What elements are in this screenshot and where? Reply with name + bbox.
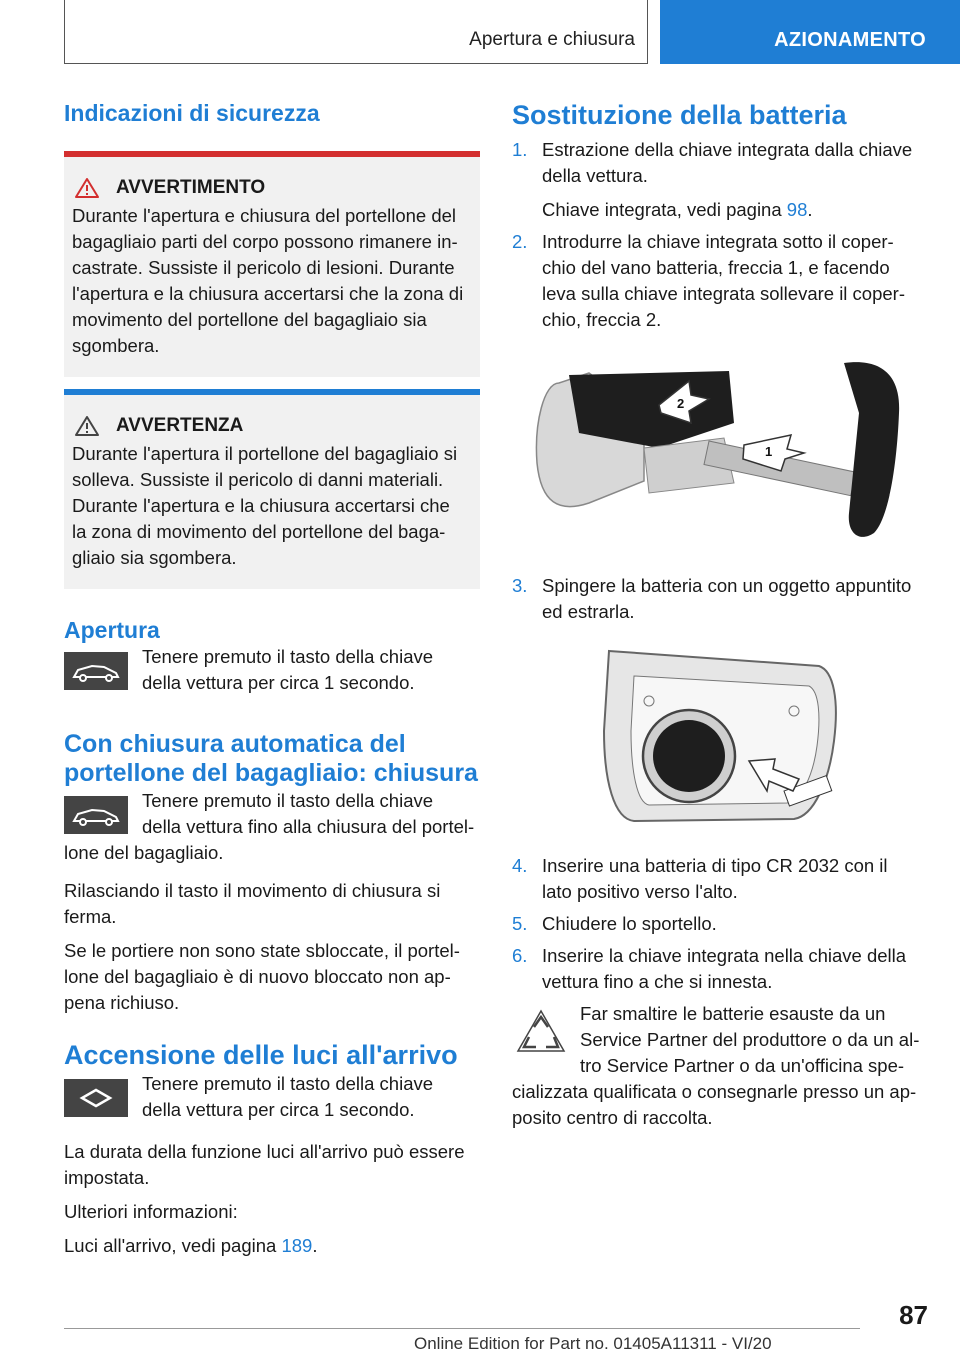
reference-prefix: Luci all'arrivo, vedi pagina [64, 1235, 282, 1256]
text-line: lone del bagagliaio. [64, 842, 224, 863]
warning-box-avvertimento [64, 151, 480, 377]
left-column [64, 100, 480, 1259]
heading-line: portellone del bagagliaio: chiusura [64, 759, 478, 787]
step-text [542, 137, 912, 223]
step-number: 2. [512, 231, 528, 252]
text-line: La durata della funzione luci all'arrivo può essere [64, 1141, 465, 1162]
opening-text [142, 644, 433, 696]
step-text [542, 853, 888, 905]
tailgate-button-icon [64, 796, 128, 834]
reference-prefix: Chiave integrata, vedi pagina [542, 199, 787, 220]
warning-line: l'apertura e la chiusura accertarsi che la zona di [72, 283, 464, 304]
text-line: della vettura. [542, 165, 648, 186]
opening-heading: Apertura [64, 617, 160, 643]
step-number: 6. [512, 945, 528, 966]
step-number: 3. [512, 575, 528, 596]
header-chapter-title: AZIONAMENTO [774, 29, 926, 51]
heading-line: Con chiusura automatica del [64, 730, 406, 758]
lights-text [142, 1071, 433, 1123]
warning-line: bagagliaio parti del corpo possono rimanere in- [72, 231, 458, 252]
recycle-row [512, 1001, 926, 1079]
text-line: della vettura fino alla chiusura del portel- [142, 816, 475, 837]
text-line: pena richiuso. [64, 992, 180, 1013]
warning-line: castrate. Sussiste il pericolo di lesioni. Durante [72, 257, 455, 278]
battery-heading: Sostituzione della batteria [512, 100, 847, 130]
step-item [512, 573, 926, 625]
header-section-title: Apertura e chiusura [469, 29, 635, 50]
arrow-label-2: 2 [677, 396, 685, 411]
text-line: posito centro di raccolta. [512, 1107, 713, 1128]
lights-row [64, 1071, 480, 1123]
text-line: Tenere premuto il tasto della chiave [142, 1073, 434, 1094]
arrow-label-1: 1 [765, 444, 773, 459]
warning-triangle-icon [74, 415, 100, 437]
warning-line: Durante l'apertura e la chiusura accertarsi che [72, 495, 450, 516]
text-line: Rilasciando il tasto il movimento di chiusura si [64, 880, 441, 901]
footer-edition: Online Edition for Part no. 01405A11311 - VI/20 [414, 1334, 772, 1353]
warning-line: sgombera. [72, 335, 160, 356]
warning-title-row [72, 177, 470, 199]
text-line: tro Service Partner o da un'officina spe- [580, 1055, 905, 1076]
recycle-text [580, 1001, 919, 1079]
page-link-189[interactable]: 189 [281, 1235, 313, 1256]
text-line: chio del vano batteria, freccia 1, e facendo [542, 257, 890, 278]
step-number: 4. [512, 855, 528, 876]
text-line: impostata. [64, 1167, 150, 1188]
page-link-98[interactable]: 98 [786, 199, 808, 220]
recycle-icon [514, 1007, 568, 1061]
key-cover-removal-illustration [529, 353, 909, 553]
step-item [512, 853, 926, 905]
unlock-button-icon [64, 1079, 128, 1117]
text-line: vettura fino a che si innesta. [542, 971, 773, 992]
warning-line: gliaio sia sgombera. [72, 547, 237, 568]
warning-line: la zona di movimento del portellone del baga- [72, 521, 446, 542]
steps-list-a [512, 137, 926, 333]
step-item [512, 943, 926, 995]
step-number: 1. [512, 139, 528, 160]
text-line: ferma. [64, 906, 117, 927]
warning-title: AVVERTIMENTO [116, 177, 266, 198]
step-item [512, 137, 926, 223]
opening-row [64, 644, 480, 696]
text-line: chio, freccia 2. [542, 309, 662, 330]
reference-line [64, 1233, 480, 1259]
text-line: ed estrarla. [542, 601, 635, 622]
warning-title: AVVERTENZA [116, 415, 244, 436]
text-line: Chiudere lo sportello. [542, 913, 717, 934]
doors-paragraph [64, 938, 480, 1016]
header-section-box [64, 0, 648, 64]
text-line: Estrazione della chiave integrata dalla chiave [542, 139, 913, 160]
warning-triangle-icon [74, 177, 100, 199]
text-line: lone del bagagliaio è di nuovo bloccato non ap- [64, 966, 451, 987]
text-line: Se le portiere non sono state sbloccate, il portel- [64, 940, 460, 961]
warning-line: Durante l'apertura e chiusura del portellone del [72, 205, 457, 226]
duration-paragraph [64, 1139, 480, 1191]
text-line: Tenere premuto il tasto della chiave [142, 646, 434, 667]
warning-box-avvertenza [64, 389, 480, 589]
page-number: 87 [899, 1300, 928, 1330]
auto-close-text [142, 788, 474, 840]
step-text [542, 943, 906, 995]
text-line: Far smaltire le batterie esauste da un [580, 1003, 886, 1024]
step-item [512, 229, 926, 333]
step-text [542, 573, 911, 625]
warning-title-row [72, 415, 470, 437]
warning-line: Durante l'apertura il portellone del bagagliaio si [72, 443, 458, 464]
step-text [542, 911, 717, 937]
text-line: Tenere premuto il tasto della chiave [142, 790, 434, 811]
battery-removal-illustration [589, 641, 849, 831]
footer-divider [64, 1328, 860, 1329]
text-line: Spingere la batteria con un oggetto appuntito [542, 575, 912, 596]
text-line: della vettura per circa 1 secondo. [142, 1099, 415, 1120]
steps-list-c [512, 853, 926, 995]
text-line: leva sulla chiave integrata sollevare il coper- [542, 283, 905, 304]
text-line: cializzata qualificata o consegnarle presso un ap- [512, 1081, 917, 1102]
text-line: Service Partner del produttore o da un al- [580, 1029, 920, 1050]
text-line: Inserire la chiave integrata nella chiave della [542, 945, 907, 966]
warning-line: movimento del portellone del bagagliaio sia [72, 309, 427, 330]
more-info-label: Ulteriori informazioni: [64, 1201, 238, 1222]
safety-heading: Indicazioni di sicurezza [64, 100, 320, 126]
steps-list-b [512, 573, 926, 625]
step-number: 5. [512, 913, 528, 934]
right-column [512, 100, 926, 1131]
auto-close-row [64, 788, 480, 840]
text-line: lato positivo verso l'alto. [542, 881, 738, 902]
text-line: Inserire una batteria di tipo CR 2032 con il [542, 855, 888, 876]
reference-suffix: . [312, 1235, 318, 1256]
tailgate-button-icon [64, 652, 128, 690]
step-reference [542, 197, 912, 223]
warning-line: solleva. Sussiste il pericolo di danni materiali. [72, 469, 444, 490]
step-text [542, 229, 905, 333]
welcome-lights-heading: Accensione delle luci all'arrivo [64, 1040, 458, 1070]
header-chapter-tab [660, 0, 960, 64]
text-line: Introdurre la chiave integrata sotto il coper- [542, 231, 894, 252]
text-line: della vettura per circa 1 secondo. [142, 672, 415, 693]
step-item [512, 911, 926, 937]
reference-suffix: . [807, 199, 813, 220]
release-paragraph [64, 878, 480, 930]
auto-close-heading [64, 730, 480, 788]
